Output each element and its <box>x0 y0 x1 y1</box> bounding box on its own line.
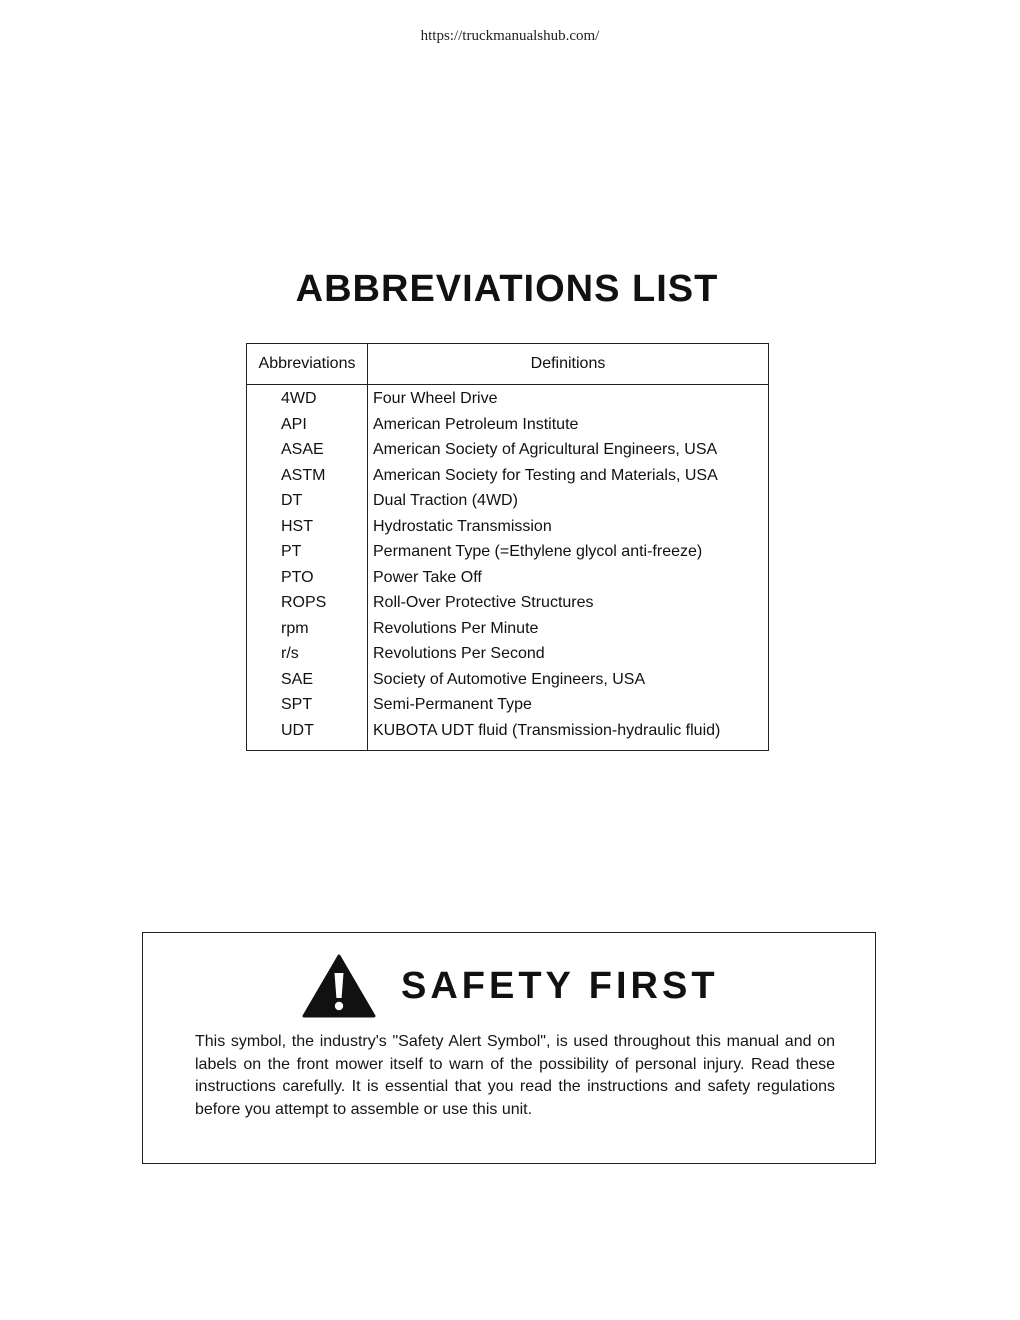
definition-cell: KUBOTA UDT fluid (Transmission-hydraulic fluid) <box>373 721 721 739</box>
table-row <box>247 696 768 722</box>
definition-cell: Dual Traction (4WD) <box>373 492 518 509</box>
abbreviation-cell: 4WD <box>281 390 317 407</box>
abbreviation-cell: API <box>281 415 307 433</box>
definition-cell: Revolutions Per Second <box>373 645 545 662</box>
safety-alert-icon <box>301 953 377 1019</box>
definition-cell: Semi-Permanent Type <box>373 696 532 713</box>
table-row <box>247 722 768 748</box>
abbreviation-cell: SPT <box>281 696 313 713</box>
page-title: ABBREVIATIONS LIST <box>295 268 719 310</box>
safety-paragraph: This symbol, the industry's "Safety Alert Symbol", is used throughout this manual and on labels on the front mower itself to warn of the possibility of personal injury. Read these instructions carefully. It is essential that you read the instructions and safety regulations before you attempt to assemble or use this unit. <box>195 1033 835 1118</box>
abbreviation-cell: rpm <box>281 619 309 637</box>
definition-cell: Four Wheel Drive <box>373 390 498 407</box>
abbreviation-cell: DT <box>281 492 303 509</box>
table-row <box>247 645 768 671</box>
table-row <box>247 671 768 697</box>
table-row <box>247 416 768 442</box>
definition-cell: American Society of Agricultural Engineers, USA <box>373 441 718 458</box>
header-definitions: Definitions <box>530 355 606 372</box>
definition-cell: Society of Automotive Engineers, USA <box>373 670 646 688</box>
abbreviations-table <box>246 343 769 751</box>
table-row <box>247 390 768 416</box>
definition-cell: Permanent Type (=Ethylene glycol anti-freeze) <box>373 543 703 560</box>
definition-cell: Roll-Over Protective Structures <box>373 594 594 611</box>
abbreviation-cell: ASAE <box>281 441 324 458</box>
abbreviation-cell: PT <box>281 543 302 560</box>
abbreviation-cell: ROPS <box>281 594 327 611</box>
safety-header <box>143 953 875 1023</box>
table-header <box>247 344 768 385</box>
table-row <box>247 441 768 467</box>
definition-cell: Revolutions Per Minute <box>373 619 539 637</box>
abbreviation-cell: ASTM <box>281 466 326 484</box>
table-row <box>247 492 768 518</box>
abbreviation-cell: HST <box>281 517 313 535</box>
safety-first-box <box>142 932 876 1164</box>
source-url: https://truckmanualshub.com/ <box>420 28 600 44</box>
table-row <box>247 594 768 620</box>
safety-title: SAFETY FIRST <box>401 965 719 1007</box>
table-row <box>247 467 768 493</box>
table-body <box>247 390 768 747</box>
abbreviation-cell: r/s <box>281 645 299 662</box>
definition-cell: American Society for Testing and Materials, USA <box>373 466 718 484</box>
table-row <box>247 620 768 646</box>
header-abbreviations: Abbreviations <box>258 355 356 372</box>
definition-cell: Hydrostatic Transmission <box>373 517 552 535</box>
abbreviation-cell: SAE <box>281 670 314 688</box>
abbreviation-cell: UDT <box>281 721 314 739</box>
definition-cell: Power Take Off <box>373 568 482 586</box>
definition-cell: American Petroleum Institute <box>373 415 579 433</box>
table-row <box>247 518 768 544</box>
abbreviation-cell: PTO <box>281 568 314 586</box>
table-row <box>247 569 768 595</box>
table-row <box>247 543 768 569</box>
